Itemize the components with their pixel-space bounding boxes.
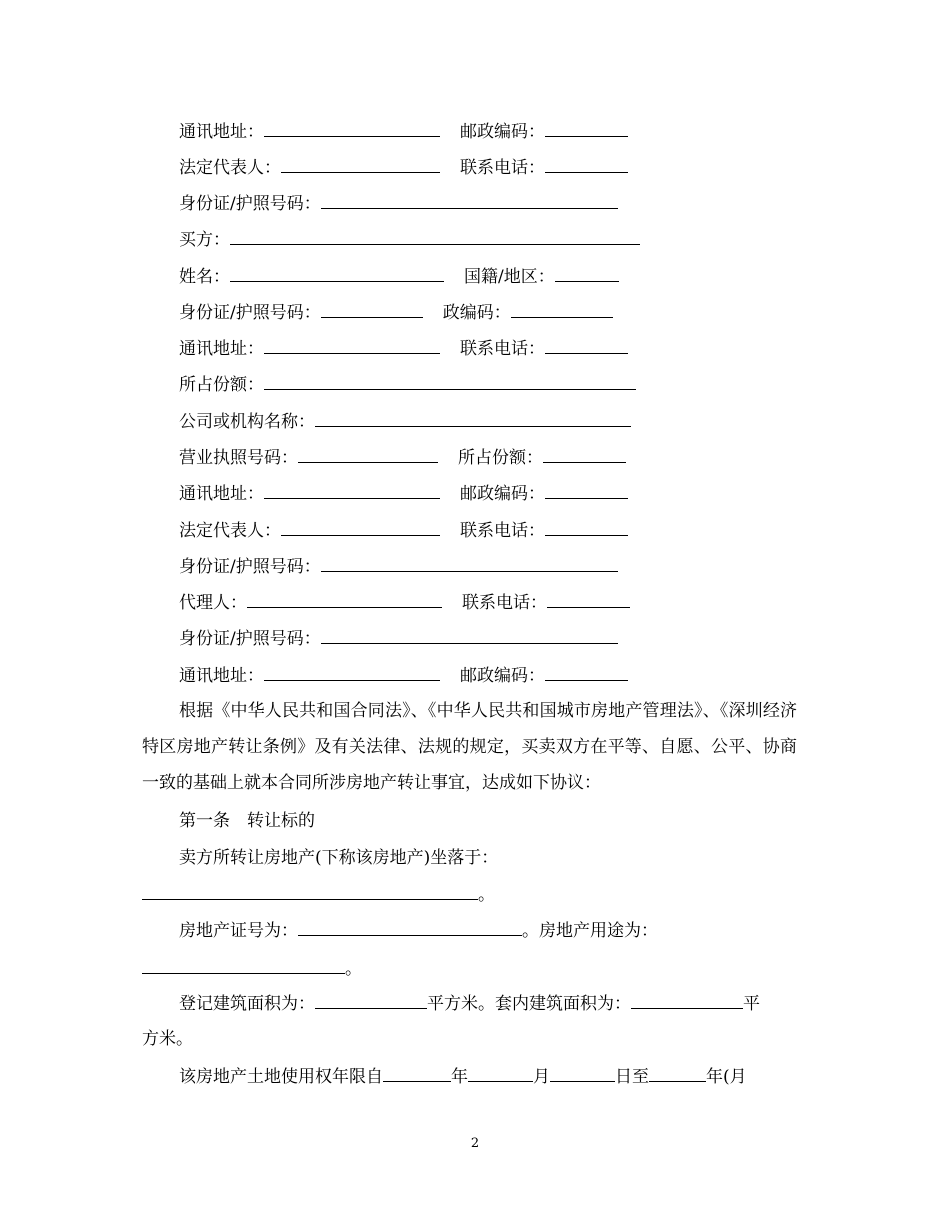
inner-area-blank[interactable] <box>631 993 743 1009</box>
seller-phone-blank[interactable] <box>545 157 628 173</box>
buyer-share-label-2: 所占份额： <box>458 448 543 468</box>
buyer-address-label-2: 通讯地址： <box>179 484 264 504</box>
buyer-phone-blank[interactable] <box>545 338 628 354</box>
buyer-address-blank-2[interactable] <box>264 483 440 499</box>
buyer-name-row <box>142 266 839 287</box>
term-start-month-blank[interactable] <box>468 1066 533 1082</box>
page-number: 2 <box>470 1136 480 1151</box>
buyer-address-label: 通讯地址： <box>179 339 264 359</box>
term-row <box>142 1066 839 1087</box>
preamble-paragraph: 根据《中华人民共和国合同法》、《中华人民共和国城市房地产管理法》、《深圳经济特区房地产转让条例》及有关法律、法规的规定，买卖双方在平等、自愿、公平、协商一致的基础上就本合同所涉房地产转让事宜，达成如下协议： <box>142 701 797 793</box>
buyer-nationality-label: 国籍/地区： <box>464 267 555 287</box>
buyer-phone-blank-2[interactable] <box>545 520 628 536</box>
buyer-id-row <box>142 302 839 323</box>
location-row <box>142 884 802 905</box>
buyer-share-label: 所占份额： <box>179 375 264 395</box>
article1-title: 第一条 转让标的 <box>179 811 315 831</box>
location-blank[interactable] <box>142 884 478 900</box>
buyer-company-label: 公司或机构名称： <box>179 412 315 432</box>
buyer-address-blank[interactable] <box>264 338 440 354</box>
agent-postcode-blank[interactable] <box>545 665 628 681</box>
term-start-day-blank[interactable] <box>550 1066 615 1082</box>
cert-blank[interactable] <box>298 920 522 936</box>
seller-legal-rep-row <box>142 157 839 178</box>
seller-id-blank[interactable] <box>321 193 618 209</box>
buyer-license-label: 营业执照号码： <box>179 448 298 468</box>
buyer-address-row <box>142 338 839 359</box>
cert-row <box>142 920 839 941</box>
term-month: 月 <box>533 1067 550 1087</box>
term-year: 年 <box>451 1067 468 1087</box>
buyer-license-blank[interactable] <box>298 447 438 463</box>
buyer-phone-label-2: 联系电话： <box>460 521 545 541</box>
term-start-year-blank[interactable] <box>383 1066 451 1082</box>
inner-unit-1: 平 <box>743 994 760 1014</box>
agent-phone-blank[interactable] <box>547 592 630 608</box>
buyer-heading: 买方： <box>179 230 230 250</box>
buyer-nationality-blank[interactable] <box>555 266 619 282</box>
seller-address-blank[interactable] <box>264 121 440 137</box>
buyer-blank[interactable] <box>230 229 640 245</box>
buyer-postcode-blank[interactable] <box>511 302 613 318</box>
seller-id-label: 身份证/护照号码： <box>179 194 321 214</box>
agent-id-row <box>142 628 839 649</box>
buyer-id-label-2: 身份证/护照号码： <box>179 557 321 577</box>
seller-address-label: 通讯地址： <box>179 122 264 142</box>
buyer-postcode-label: 政编码： <box>442 303 511 323</box>
agent-row <box>142 592 839 613</box>
term-label: 该房地产土地使用权年限自 <box>179 1067 383 1087</box>
usage-blank[interactable] <box>142 958 345 974</box>
agent-id-blank[interactable] <box>321 628 618 644</box>
seller-id-row <box>142 193 839 214</box>
seller-legal-rep-label: 法定代表人： <box>179 158 281 178</box>
term-end-year-blank[interactable] <box>649 1066 706 1082</box>
buyer-id-blank-2[interactable] <box>321 556 618 572</box>
inner-unit-2: 方米。 <box>142 1029 193 1049</box>
area-unit: 平方米。套内建筑面积为： <box>427 994 631 1014</box>
buyer-license-row <box>142 447 839 468</box>
buyer-legal-rep-row <box>142 520 839 541</box>
buyer-share-blank[interactable] <box>264 374 636 390</box>
buyer-postcode-blank-2[interactable] <box>545 483 628 499</box>
agent-phone-label: 联系电话： <box>462 593 547 613</box>
seller-address-row <box>142 121 839 142</box>
agent-address-blank[interactable] <box>264 665 440 681</box>
agent-label: 代理人： <box>179 593 247 613</box>
article1-location-text: 卖方所转让房地产(下称该房地产)坐落于： <box>179 848 499 868</box>
cert-label: 房地产证号为： <box>179 921 298 941</box>
usage-row <box>142 958 802 979</box>
usage-label: 。房地产用途为： <box>522 921 658 941</box>
buyer-name-blank[interactable] <box>230 266 444 282</box>
seller-phone-label: 联系电话： <box>460 158 545 178</box>
buyer-share-row <box>142 374 839 395</box>
buyer-legal-rep-label: 法定代表人： <box>179 521 281 541</box>
buyer-phone-label: 联系电话： <box>460 339 545 359</box>
buyer-share-blank-2[interactable] <box>543 447 626 463</box>
area-blank[interactable] <box>315 993 427 1009</box>
buyer-id-label: 身份证/护照号码： <box>179 303 321 323</box>
agent-id-label: 身份证/护照号码： <box>179 629 321 649</box>
agent-blank[interactable] <box>247 592 442 608</box>
seller-postcode-blank[interactable] <box>545 121 628 137</box>
term-day-to: 日至 <box>615 1067 649 1087</box>
seller-postcode-label: 邮政编码： <box>460 122 545 142</box>
buyer-company-blank[interactable] <box>315 411 631 427</box>
area-label: 登记建筑面积为： <box>179 994 315 1014</box>
buyer-heading-row <box>142 229 839 250</box>
area-row <box>142 993 839 1014</box>
agent-address-label: 通讯地址： <box>179 666 264 686</box>
buyer-id-row-2 <box>142 556 839 577</box>
agent-postcode-label: 邮政编码： <box>460 666 545 686</box>
buyer-id-blank[interactable] <box>321 302 423 318</box>
buyer-address-row-2 <box>142 483 839 504</box>
buyer-postcode-label-2: 邮政编码： <box>460 484 545 504</box>
usage-end: 。 <box>345 959 362 979</box>
location-end: 。 <box>478 885 495 905</box>
buyer-legal-rep-blank[interactable] <box>281 520 440 536</box>
inner-unit-row <box>142 1029 802 1049</box>
agent-address-row <box>142 665 839 686</box>
seller-legal-rep-blank[interactable] <box>281 157 440 173</box>
buyer-company-row <box>142 411 839 432</box>
term-year-open: 年(月 <box>706 1067 747 1087</box>
buyer-name-label: 姓名： <box>179 267 230 287</box>
